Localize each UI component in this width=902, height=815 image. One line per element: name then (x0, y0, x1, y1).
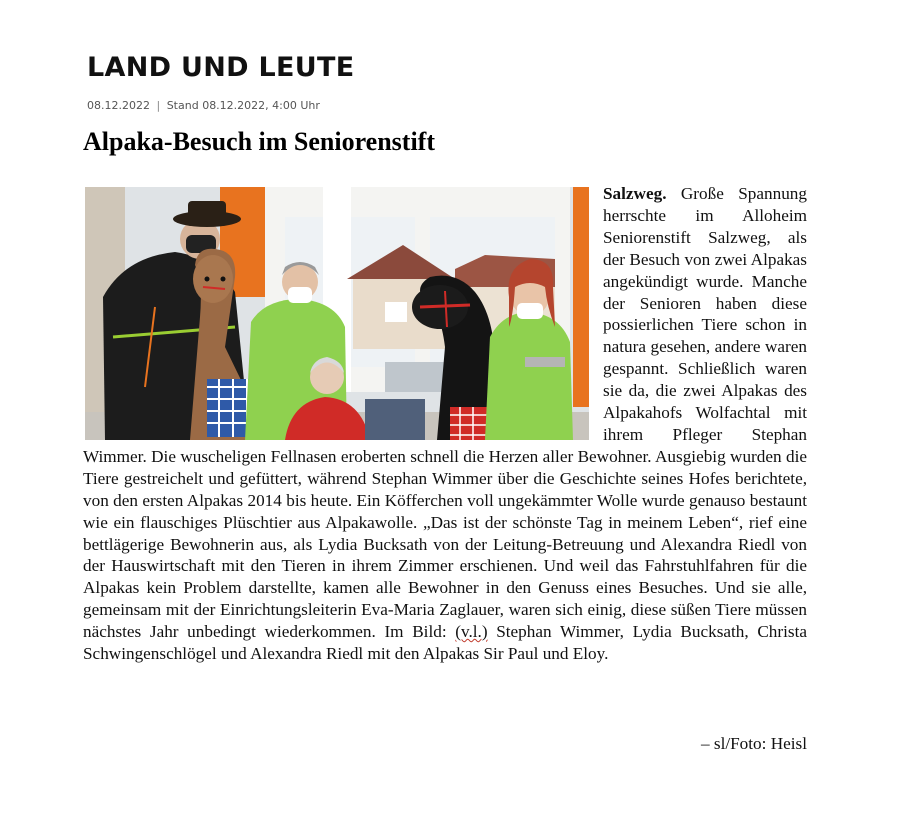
dateline (87, 99, 320, 112)
article-headline: Alpaka-Besuch im Seniorenstift (83, 127, 435, 156)
stand-timestamp: Stand 08.12.2022, 4:00 Uhr (166, 99, 320, 112)
photo-illustration (85, 187, 589, 440)
publish-date: 08.12.2022 (87, 99, 150, 112)
section-title: LAND UND LEUTE (87, 52, 355, 83)
lead-place: Salzweg. (603, 184, 667, 203)
article-body (83, 183, 807, 665)
photo-credit: – sl/Foto: Heisl (700, 734, 807, 753)
abbreviation-vl: (v.l.) (455, 622, 488, 642)
dateline-separator: | (156, 99, 161, 112)
body-text-part1: Große Spannung herrschte im Alloheim Seniorenstift Salzweg, als der Besuch von zwei Alpakas angekündigt wurde. Manche der Senioren haben diese possierlichen Tiere schon in natura gesehen, andere waren gespannt. Schließlich waren sie da, die zwei Alpakas des Alpakahofs Wolfachtal mit ihrem Pfleger Stephan Wimmer. Die wuscheligen Fellnasen eroberten schnell die Herzen aller Bewohner. Ausgiebig wurden die Tiere gestreichelt und gefüttert, während Stephan Wimmer über die Geschichte seines Hofes berichtete, von den ersten Alpakas 2014 bis heute. Ein Köfferchen voll ungekämmter Wolle wurde genauso bestaunt wie ein flauschiges Plüschtier aus Alpakawolle. „Das ist der schönste Tag in meinem Leben“, rief eine bettlägerige Bewohnerin aus, als Lydia Bucksath von der Leitung-Betreuung und Alexandra Riedl von der Hauswirtschaft mit den Tieren in ihrem Zimmer erschienen. Und weil das Fahrstuhlfahren für die Alpakas kein Problem darstellte, kamen alle Bewohner in den Genuss eines Besuches. Und sie alle, gemeinsam mit der Einrichtungsleiterin Eva-Maria Zaglauer, waren sich einig, diese süßen Tiere müssen nächstes Jahr unbedingt wiederkommen. Im Bild: (83, 184, 807, 642)
body-text-part2: Stephan Wimmer, Lydia Bucksath, Christa Schwingenschlögel und Alexandra Riedl mit den Alpakas Sir Paul und Eloy. (83, 622, 807, 664)
article-photo (85, 187, 589, 440)
